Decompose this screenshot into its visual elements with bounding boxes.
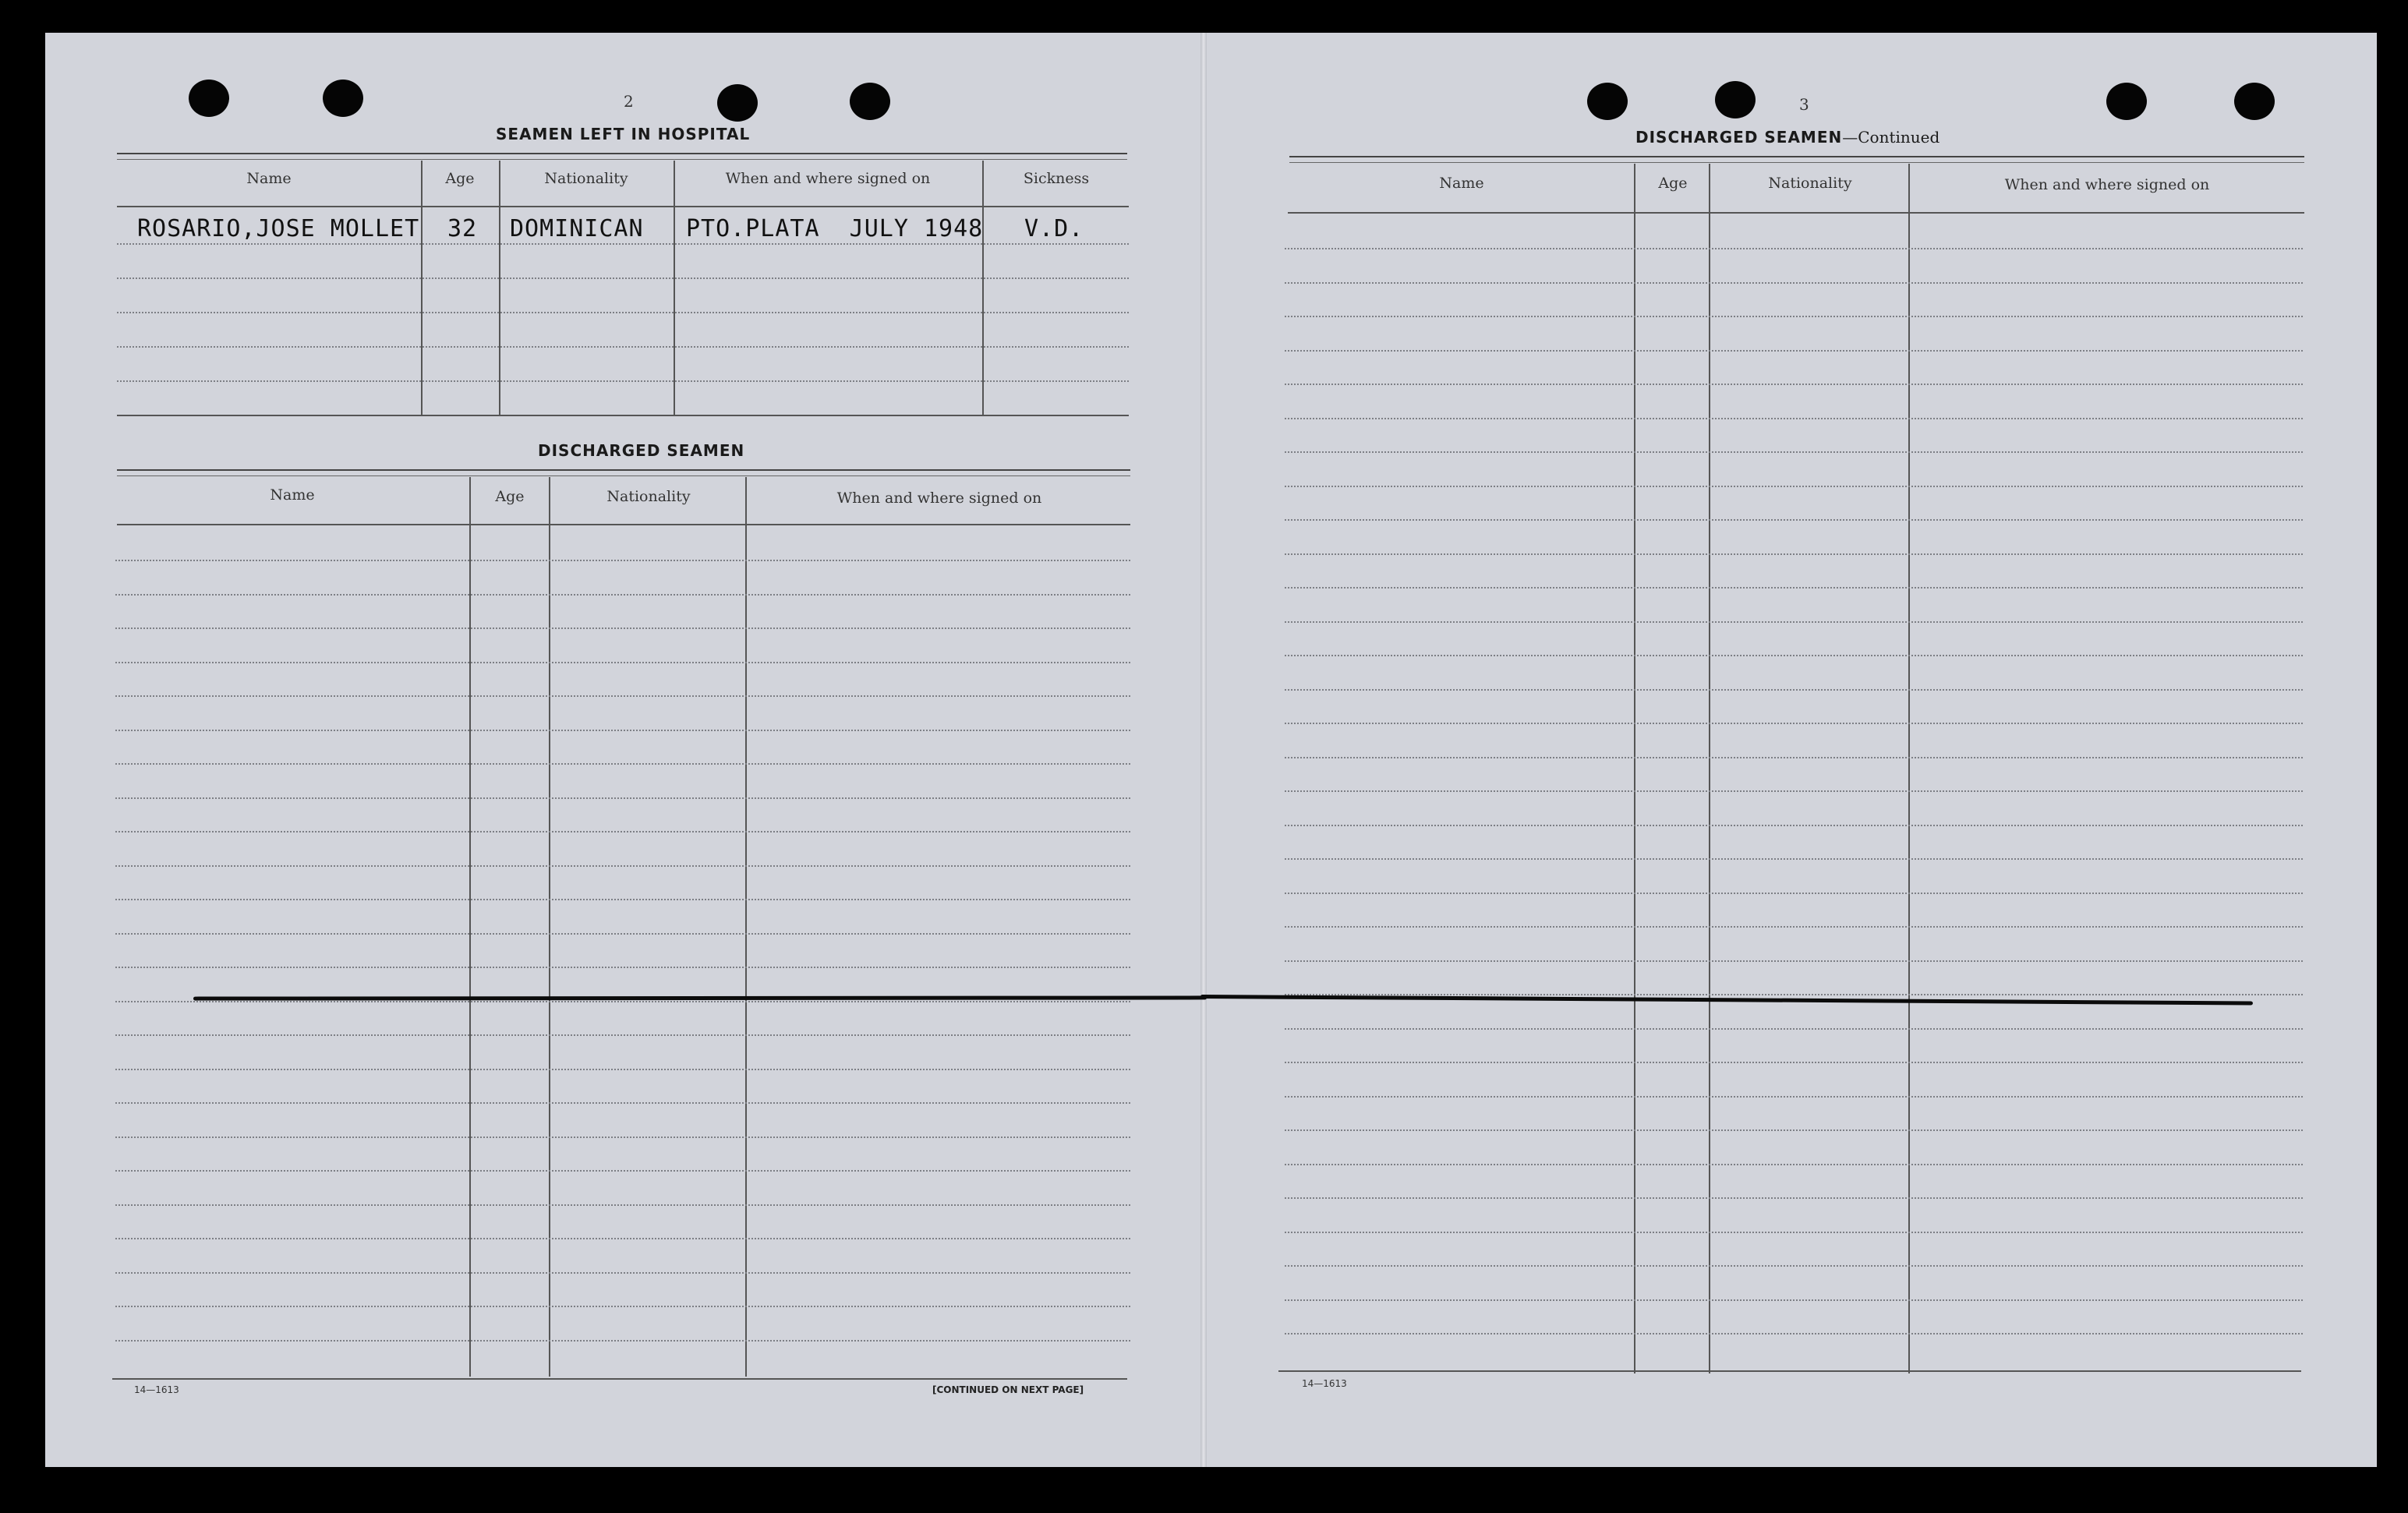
hospital-col-nationality: Nationality bbox=[544, 170, 628, 187]
ruling-line bbox=[1285, 418, 2303, 419]
ruling-line bbox=[1285, 451, 2303, 453]
discharged-col-age: Age bbox=[495, 488, 525, 505]
ruling-line bbox=[115, 695, 1130, 697]
form-number-left: 14—1613 bbox=[134, 1384, 179, 1395]
hospital-col-sickness: Sickness bbox=[1023, 170, 1090, 187]
hospital-row-rule bbox=[117, 312, 1129, 313]
ruling-line bbox=[115, 627, 1130, 629]
ruling-line bbox=[1285, 621, 2303, 623]
ruling-line bbox=[1285, 1164, 2303, 1165]
ruling-line bbox=[115, 797, 1130, 799]
ruling-line bbox=[115, 1272, 1130, 1274]
ruling-line bbox=[115, 865, 1130, 867]
ruling-line bbox=[1285, 1299, 2303, 1301]
ruling-line bbox=[1285, 1265, 2303, 1267]
discharged-col-signed-on: When and where signed on bbox=[836, 490, 1042, 507]
ruling-line bbox=[115, 763, 1130, 765]
right-col-signed-on: When and where signed on bbox=[2004, 176, 2210, 193]
right-col-divider bbox=[1634, 164, 1635, 1373]
ruling-line bbox=[115, 967, 1130, 968]
page-number-right: 3 bbox=[1799, 95, 1809, 114]
right-col-divider bbox=[1709, 164, 1710, 1373]
ruling-line bbox=[115, 1306, 1130, 1307]
punch-hole bbox=[1587, 83, 1628, 120]
ruling-line bbox=[115, 730, 1130, 731]
page-number-left: 2 bbox=[624, 92, 634, 111]
ruling-line bbox=[1285, 825, 2303, 826]
punch-hole bbox=[323, 80, 363, 117]
discharged-top-rule bbox=[117, 469, 1130, 476]
right-bottom-rule bbox=[1278, 1370, 2301, 1372]
ruling-line bbox=[115, 1034, 1130, 1036]
ruling-line bbox=[1285, 587, 2303, 589]
hospital-top-rule bbox=[117, 153, 1127, 160]
right-section-title-suffix: —Continued bbox=[1842, 128, 1940, 147]
discharged-col-divider bbox=[745, 477, 747, 1377]
punch-hole bbox=[1715, 81, 1756, 118]
discharged-bottom-rule bbox=[112, 1378, 1127, 1380]
hospital-row-sickness: V.D. bbox=[1024, 215, 1084, 242]
ruling-line bbox=[1285, 1062, 2303, 1063]
ruling-line bbox=[1285, 384, 2303, 385]
ruling-line bbox=[1285, 994, 2303, 995]
ruling-line bbox=[115, 1238, 1130, 1239]
ruling-line bbox=[115, 1170, 1130, 1172]
discharged-col-name: Name bbox=[270, 486, 315, 504]
hospital-col-divider bbox=[674, 161, 675, 416]
hospital-col-divider bbox=[499, 161, 500, 416]
ruling-line bbox=[1285, 316, 2303, 317]
right-top-rule bbox=[1289, 156, 2304, 163]
ruling-line bbox=[1285, 689, 2303, 691]
ruling-line bbox=[1285, 1028, 2303, 1030]
ruling-line bbox=[115, 1102, 1130, 1104]
ruling-line bbox=[1285, 655, 2303, 656]
ruling-line bbox=[1285, 960, 2303, 962]
ruling-line bbox=[1285, 926, 2303, 928]
discharged-col-nationality: Nationality bbox=[606, 488, 691, 505]
ruling-line bbox=[1285, 858, 2303, 860]
ruling-line bbox=[115, 662, 1130, 663]
ruling-line bbox=[1285, 1096, 2303, 1098]
hospital-col-divider bbox=[421, 161, 423, 416]
right-section-title bbox=[1635, 128, 1939, 147]
ruling-line bbox=[1285, 790, 2303, 792]
ruling-line bbox=[115, 899, 1130, 900]
hospital-row-rule bbox=[117, 278, 1129, 279]
ruling-line bbox=[115, 560, 1130, 561]
ruling-line bbox=[1285, 553, 2303, 555]
discharged-header-rule bbox=[117, 524, 1130, 525]
hospital-row-name: ROSARIO,JOSE MOLLET bbox=[137, 215, 420, 242]
ruling-line bbox=[1285, 1232, 2303, 1233]
hospital-col-divider bbox=[982, 161, 984, 416]
ruling-line bbox=[1285, 350, 2303, 352]
punch-hole bbox=[2106, 83, 2147, 120]
hospital-row-nationality: DOMINICAN bbox=[510, 215, 644, 242]
right-col-age: Age bbox=[1658, 175, 1688, 192]
hospital-bottom-rule bbox=[117, 415, 1129, 416]
right-header-rule bbox=[1288, 212, 2304, 214]
ruling-line bbox=[115, 933, 1130, 935]
ruling-line bbox=[1285, 248, 2303, 249]
ruling-line bbox=[1285, 519, 2303, 521]
ruling-line bbox=[115, 1069, 1130, 1070]
ruling-line bbox=[115, 1204, 1130, 1206]
discharged-section-title: DISCHARGED SEAMEN bbox=[538, 441, 745, 460]
ruling-line bbox=[1285, 723, 2303, 724]
hospital-row-signed-on: PTO.PLATA JULY 1948 bbox=[686, 215, 984, 242]
hospital-header-rule bbox=[117, 206, 1129, 207]
punch-hole bbox=[189, 80, 229, 117]
ruling-line bbox=[1285, 757, 2303, 758]
ruling-line bbox=[115, 1340, 1130, 1342]
right-col-divider bbox=[1908, 164, 1910, 1373]
page-fold bbox=[1200, 33, 1207, 1467]
hospital-row-rule bbox=[117, 243, 1129, 245]
hospital-col-signed-on: When and where signed on bbox=[725, 170, 931, 187]
ruling-line bbox=[1285, 1197, 2303, 1199]
punch-hole bbox=[2234, 83, 2275, 120]
discharged-col-divider bbox=[549, 477, 550, 1377]
ruling-line bbox=[1285, 486, 2303, 487]
right-col-name: Name bbox=[1439, 175, 1484, 192]
hospital-row-rule bbox=[117, 380, 1129, 382]
ruling-line bbox=[115, 831, 1130, 833]
ruling-line bbox=[1285, 1129, 2303, 1131]
form-number-right: 14—1613 bbox=[1302, 1378, 1347, 1389]
ruling-line bbox=[1285, 1333, 2303, 1334]
hospital-col-age: Age bbox=[445, 170, 475, 187]
right-col-nationality: Nationality bbox=[1768, 175, 1852, 192]
hospital-row-age: 32 bbox=[447, 215, 478, 242]
ruling-line bbox=[115, 1137, 1130, 1138]
right-section-title-main: DISCHARGED SEAMEN bbox=[1635, 128, 1843, 147]
continued-note: [CONTINUED ON NEXT PAGE] bbox=[932, 1384, 1084, 1395]
left-page bbox=[45, 33, 1204, 1467]
hospital-col-name: Name bbox=[246, 170, 292, 187]
punch-hole bbox=[850, 83, 890, 120]
ruling-line bbox=[1285, 282, 2303, 284]
ruling-line bbox=[115, 594, 1130, 596]
ruling-line bbox=[1285, 893, 2303, 894]
discharged-col-divider bbox=[469, 477, 471, 1377]
ruling-line bbox=[115, 1001, 1130, 1002]
punch-hole bbox=[717, 84, 758, 122]
hospital-row-rule bbox=[117, 346, 1129, 348]
hospital-section-title: SEAMEN LEFT IN HOSPITAL bbox=[496, 125, 751, 143]
